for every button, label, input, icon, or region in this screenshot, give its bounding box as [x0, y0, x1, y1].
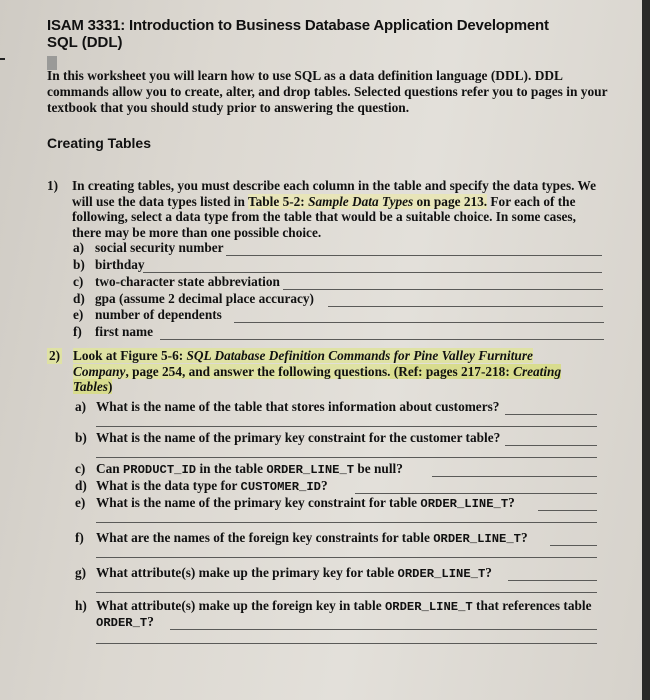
q2c-question: [96, 461, 403, 478]
q1-ref-title: Sample Data Types: [308, 193, 414, 209]
q2c-answer-line[interactable]: [432, 476, 597, 477]
q2b-letter: b): [75, 430, 87, 445]
q2-reference-cont: [73, 379, 112, 394]
q2h-question-line-2: [96, 614, 154, 631]
q1b-label: birthday: [95, 257, 145, 272]
q2-figure-title-cont: Company: [73, 363, 126, 379]
q2d-answer-line[interactable]: [355, 493, 597, 494]
q2f-letter: f): [75, 530, 84, 545]
q1-number: 1): [47, 178, 59, 193]
q2-ref-title: Creating: [513, 363, 562, 379]
q2b-answer-line-2[interactable]: [96, 457, 597, 458]
page-edge-shadow: [642, 0, 650, 700]
q2d-letter: d): [75, 478, 87, 493]
q2g-answer-line[interactable]: [508, 580, 597, 581]
q1-ref-page: on page 213.: [413, 193, 488, 209]
q2d-code-customer-id: CUSTOMER_ID: [240, 480, 321, 494]
q2-prompt: [73, 348, 623, 395]
q2-ref-pages: (Ref: pages 217-218:: [390, 363, 514, 379]
q2c-post: be null?: [354, 461, 403, 476]
q2c-pre: Can: [96, 461, 123, 476]
q2e-answer-line-2[interactable]: [96, 522, 597, 523]
q2c-code-product-id: PRODUCT_ID: [122, 463, 197, 477]
q2d-question: [96, 478, 328, 495]
q2e-code-order-line: ORDER_LINE_T: [420, 497, 509, 511]
q2h-code-order-t: ORDER_T: [96, 616, 148, 630]
q2h-question: [96, 598, 592, 615]
q2g-letter: g): [75, 565, 87, 580]
q2-ref-title-cont: Tables: [73, 379, 108, 395]
q1-prompt: [72, 178, 627, 240]
q2c-code-order-line: ORDER_LINE_T: [266, 463, 355, 477]
q2g-answer-line-2[interactable]: [96, 592, 597, 593]
q2c-mid: in the table: [196, 461, 267, 476]
q2e-letter: e): [75, 495, 86, 510]
q2h-letter: h): [75, 598, 87, 613]
q2f-post: ?: [520, 530, 528, 545]
q2-figure-ref: [73, 348, 533, 363]
q2g-code-order-line: ORDER_LINE_T: [397, 567, 486, 581]
q1b-letter: b): [73, 257, 85, 272]
q1e-answer-line[interactable]: [234, 322, 604, 323]
intro-paragraph: In this worksheet you will learn how to use SQL as a data definition language (DDL). DDL commands allow you to create, alter, and drop tables. Selected questions refer you to pages in your textbook that you should study prior to answering the question.: [47, 68, 608, 116]
q2-figure-ref-cont: [73, 364, 390, 379]
q2-number: 2): [49, 348, 61, 363]
q2-figure-label: Look at Figure 5-6:: [73, 348, 187, 363]
q2-line-1: [73, 348, 623, 364]
q2-reference: [390, 364, 561, 379]
q1d-answer-line[interactable]: [328, 306, 603, 307]
q2g-question: [96, 565, 492, 582]
q1-line-2-pre: will use the data types listed in: [72, 193, 248, 209]
q1d-letter: d): [73, 291, 85, 306]
q2f-answer-line[interactable]: [550, 545, 597, 546]
q2c-letter: c): [75, 461, 86, 476]
q1d-label: gpa (assume 2 decimal place accuracy): [95, 291, 314, 306]
q1c-answer-line[interactable]: [283, 289, 603, 290]
q1f-letter: f): [73, 324, 82, 339]
q2-line-2: [73, 364, 623, 380]
q2e-pre: What is the name of the primary key constraint for table: [96, 495, 421, 510]
q1f-answer-line[interactable]: [160, 339, 604, 340]
course-title: ISAM 3331: Introduction to Business Database Application Development: [47, 17, 549, 34]
q1-line-4: there may be more than one possible choice.: [72, 224, 322, 240]
q1-line-2: [72, 194, 627, 210]
q1-line-1: In creating tables, you must describe each column in the table and specify the data types. We: [72, 178, 596, 193]
q2h-pre: What attribute(s) make up the foreign key in table: [96, 598, 385, 613]
section-title: Creating Tables: [47, 135, 151, 151]
q2f-code-order-line: ORDER_LINE_T: [433, 532, 521, 546]
q2d-pre: What is the data type for: [96, 478, 241, 493]
q1a-answer-line[interactable]: [226, 255, 602, 256]
q1-line-3: following, select a data type from the table that would be a suitable choice. In some cases,: [72, 209, 576, 225]
q2a-question: What is the name of the table that stores information about customers?: [96, 399, 500, 414]
q2b-question: What is the name of the primary key constraint for the customer table?: [96, 430, 501, 445]
q2a-letter: a): [75, 399, 87, 414]
q1f-label: first name: [95, 324, 153, 339]
q2e-question: [96, 495, 515, 512]
page-subtitle: SQL (DDL): [47, 34, 123, 51]
q2g-post: ?: [485, 565, 492, 580]
q2-line-3: [73, 379, 623, 395]
q2f-question: [96, 530, 528, 547]
q1c-letter: c): [73, 274, 84, 289]
q1e-label: number of dependents: [95, 307, 222, 322]
q2-instruction: , page 254, and answer the following questions.: [125, 363, 391, 379]
q2a-answer-line-2[interactable]: [96, 426, 597, 427]
q1c-label: two-character state abbreviation: [95, 274, 280, 289]
q2h-answer-line-2[interactable]: [96, 643, 597, 644]
q2h-answer-line[interactable]: [170, 629, 597, 630]
q2-figure-title: SQL Database Definition Commands for Pine Valley Furniture: [186, 348, 533, 363]
q2h-code-order-line: ORDER_LINE_T: [384, 600, 473, 614]
q2a-answer-line[interactable]: [505, 414, 597, 415]
q1-line-2-post: For each of the: [487, 193, 576, 209]
q2g-pre: What attribute(s) make up the primary key for table: [96, 565, 398, 580]
q2e-post: ?: [508, 495, 515, 510]
q2b-answer-line[interactable]: [505, 445, 597, 446]
q1b-answer-line[interactable]: [143, 272, 602, 273]
q2d-post: ?: [321, 478, 328, 493]
q1a-label: social security number: [95, 240, 224, 255]
q1-ref-table: Table 5-2:: [247, 193, 309, 209]
margin-tick: [0, 58, 5, 60]
q1-table-reference: [248, 194, 487, 209]
q2h-post: that references table: [472, 598, 592, 613]
q2h-post-2: ?: [147, 614, 154, 629]
q2f-pre: What are the names of the foreign key constraints for table: [96, 530, 434, 545]
q1e-letter: e): [73, 307, 84, 322]
q2-ref-close: ): [107, 379, 113, 395]
q2f-answer-line-2[interactable]: [96, 557, 597, 558]
q1a-letter: a): [73, 240, 85, 255]
q2e-answer-line[interactable]: [538, 510, 597, 511]
